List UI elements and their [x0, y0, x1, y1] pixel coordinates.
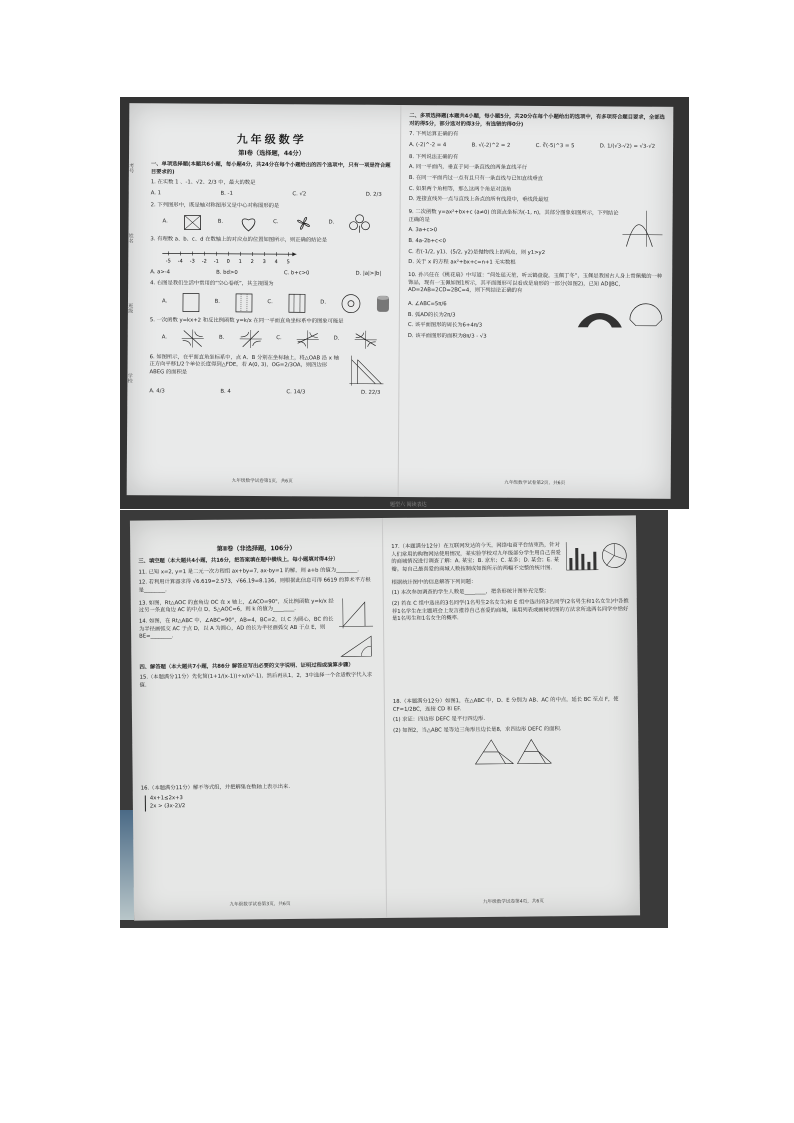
number-line-label: -5	[165, 258, 171, 265]
question-8: 8. 下列说法正确的有	[408, 153, 459, 161]
option: D. |a|>|b|	[355, 270, 382, 277]
page-footer: 九年级数学试卷第4页，共6页	[482, 899, 544, 906]
graph-a-icon	[181, 328, 205, 348]
option: B. 在同一平面内过一点有且只有一条直线与已知直线垂直	[408, 175, 544, 183]
option: D. 2/3	[365, 191, 382, 198]
question-3-options	[150, 269, 391, 278]
option: A.	[161, 334, 167, 341]
exam-sheet-bottom	[130, 515, 640, 920]
question-11: 11. 已知 x=2, y=1 是二元一次方程组 ax+by=7, ax-by=1 的解，则 a+b 的值为________.	[138, 566, 360, 576]
exam-sheet-top	[127, 103, 674, 499]
question-18-part-1: (1) 求证：四边形 DEFC 是平行四边形.	[392, 716, 486, 724]
jade-pendant-figures	[574, 299, 664, 334]
question-18: 18.（本题满分12分）如图1，在△ABC 中，D、E 分别为 AB、AC 的中点，延长 BC 至点 F，使 CF=1/2BC，连接 CD 和 EF.	[392, 696, 619, 713]
flower-figure-icon	[348, 214, 370, 234]
question-9-options	[408, 227, 620, 268]
option: B.	[217, 219, 224, 226]
question-17: 17.（本题满分12分）在互联网发达的今天，网络电商平台结束热，针对人们常用的购物网站使用情况，某实验学校对九年级部分学生用自己喜爱的商城情况进行调查了解：A. 某宝；B. 京东；C. 某多；D. 某会；E. 某瓣。每自己最喜爱的商城人数按制成如图所示的两幅不完整的统计图.	[391, 542, 561, 573]
option: C. 该平面图形的周长为6+4π/3	[407, 322, 483, 330]
option: C.	[273, 219, 279, 226]
question-4: 4. 右图是我们生活中常用的“空心卷纸”，其主视图为	[150, 280, 274, 288]
binding-margin-labels	[127, 163, 135, 443]
question-2-figures	[162, 213, 391, 235]
number-line-label: -3	[189, 258, 195, 265]
question-5: 5. 一次函数 y=kx+2 和反比例函数 y=k/x 在同一平面直角坐标系中的图象可能是	[149, 317, 344, 325]
option: C. ∛(-5)^3 = 5	[535, 142, 575, 150]
question-18-figures	[473, 737, 553, 768]
question-7: 7. 下列运算正确的有	[409, 131, 459, 138]
question-1: 1. 在实数 1 、-1、√2、2/3 中，最大的数是	[150, 179, 256, 187]
question-6: 6. 如图所示，在平面直角坐标系中，点 A、B 分别在坐标轴上，将△OAB 沿 x 轴正方向平移1/2个单位长度得到△FDE，若 A(0, 3)，OG=2/3OA，则四边形 ABEG 的面积是	[149, 353, 339, 376]
inequality-1: 4x+1≤2x+3	[149, 795, 183, 802]
graph-c-icon	[296, 329, 320, 349]
question-16: 16.（本题满分11分）解不等式组，并把解集在数轴上表示出来.	[140, 783, 291, 792]
part2-subtitle: 第Ⅱ卷（非选择题，106分）	[216, 544, 296, 553]
option: C.	[276, 334, 282, 341]
view-c-icon	[287, 292, 307, 314]
exam-page-2	[399, 105, 674, 499]
option: A. (-2)^-2 = 4	[409, 142, 447, 149]
option: C. √2	[292, 191, 307, 198]
option: A. 1	[150, 190, 162, 197]
section-single-choice: 一、单项选择题(本题共6小题，每小题4分，共24分在每个小题给出的四个选项中，只有一项是符合题目要求的)	[150, 161, 391, 176]
question-13: 13. 如图，Rt△AOC 的直角边 OC 在 x 轴上，∠ACO=90°，反比例函数 y=k/x 经过另一条直角边 AC 的中点 D，S△AOC=6，则 k 的值为________.	[138, 598, 334, 614]
number-line-label: 2	[250, 258, 254, 265]
question-12: 12. 若利用计算器求得 √6.619=2.573，√66.19=8.136，则根据此信息可得 6619 的算术平方根是________.	[138, 577, 371, 594]
option: C. 如果两个角相等，那么这两个角是对顶角	[408, 185, 512, 193]
option: A. 4/3	[149, 387, 165, 395]
question-10-options	[408, 298, 574, 345]
paper-roll-photo-icon	[375, 294, 391, 314]
page-footer: 九年级数学试卷第3页，共6页	[229, 902, 291, 908]
exam-page-1	[127, 103, 402, 497]
number-line-label: -4	[177, 258, 183, 265]
question-18-part-2: (2) 如图2，当△ABC 是等边三角形且边长是8，求四边形 DEFC 的面积.	[393, 726, 562, 734]
section-fill-blank: 三、填空题（本大题共4小题，共16分，把答案填在题中横线上，每小题填对得4分）	[138, 556, 339, 565]
number-line-label: 3	[262, 258, 266, 265]
section-multi-choice: 二、多项选择题(本题共4小题，每小题5分，共20分在每个小题给出的选项中，有多项符合题目要求，全部选对的得5分，部分选对的得3分，有选错的得0分)	[409, 113, 665, 128]
background-wallpaper	[120, 810, 134, 920]
exam-page-4	[383, 515, 640, 918]
option: C. b+c>0	[283, 269, 310, 276]
view-a-icon	[181, 291, 201, 313]
number-line-label: 1	[238, 258, 242, 265]
option: C. 若(-1/2, y1)、(5/2, y2)是抛物线上的两点，则 y1>y2	[408, 248, 546, 256]
option: D.	[333, 335, 340, 342]
option: B.	[214, 298, 221, 305]
number-line-label: -1	[213, 258, 219, 265]
heart-figure-icon	[237, 213, 259, 233]
option: C.	[267, 299, 273, 306]
question-17-part-1: (1) 本次参加调查的学生人数是________，把条形统计图补充完整；	[391, 588, 550, 597]
survey-charts	[564, 539, 628, 574]
question-17-intro: 根据统计图中的信息解答下列问题：	[391, 578, 477, 586]
option: D. 连接直线外一点与直线上各点的所有线段中，垂线段最短	[408, 196, 549, 204]
margin-label-class: 班级	[127, 303, 134, 314]
exam-photo-bottom	[120, 510, 668, 928]
question-5-graphs	[162, 328, 391, 350]
option: D. 该平面图形的面积为8π/3 - √3	[407, 333, 487, 340]
question-10: 10. 孙兴任在《桃花扇》中写道：“何处瑶天笙，听云鹤盘旋，玉佩丁冬”，玉佩是我国古人身上常佩戴的一种饰品，现有一玉佩如图1所示，其平面图形可以看成是扇形的一部分(如图2)，已知 AD∥BC，AD=2AB=2CD=2BC=4，则下列结论正确的有	[408, 272, 663, 295]
margin-label-school: 学校	[126, 373, 133, 384]
pinwheel-figure-icon	[292, 214, 314, 234]
option: A. a>-4	[150, 268, 171, 276]
number-line-label: 5	[286, 259, 290, 265]
question-4-figures	[162, 291, 391, 315]
page-footer: 九年级数学试卷第2页，共6页	[504, 481, 566, 487]
option: B. √(-2)^2 = 2	[471, 142, 511, 149]
option: D. 1/(√3-√2) = √3-√2	[599, 143, 656, 150]
question-7-options	[409, 142, 665, 151]
option: D. 22/3	[360, 389, 381, 396]
option: B. -1	[220, 190, 233, 197]
question-17-part-2: (2) 若在 C 组中选出的3名同学(1名男生2名女生)和 E 组中选出的3名同学(2名男生和1名女生)中各推荐1名学生在主题班会上发言推荐自己喜爱的商城，请用列表或画树状图的方法求所选两名同学中恰好是1名男生和1名女生的概率.	[391, 598, 629, 623]
question-3: 3. 有理数 a、b、c、d 在数轴上的对应点的位置如图所示，则正确的结论是	[150, 236, 328, 244]
option: D.	[328, 219, 335, 226]
question-6-options	[149, 388, 390, 397]
option: A. 3a+c>0	[408, 227, 438, 234]
inequality-system	[145, 793, 377, 811]
square-figure-icon	[182, 213, 204, 233]
question-13-14-figures	[335, 596, 376, 660]
page-footer: 九年级数学试卷第1页，共6页	[231, 479, 293, 485]
number-line-figure	[160, 247, 391, 268]
question-6-figure	[345, 353, 385, 387]
number-line-label: -2	[201, 258, 207, 265]
graph-d-icon	[353, 329, 377, 349]
option: D. 关于 x 的方程 ax²+bx+c=n+1 无实数根	[408, 259, 516, 267]
option: B. 4	[220, 388, 231, 395]
question-2: 2. 下列图形中，既是轴对称图形又是中心对称图形的是	[150, 201, 280, 209]
question-15: 15.（本题满分11分）先化简(1+1/(x-1))÷x/(x²-1)，然后再从1，2，3中选择一个合适数字代入求值.	[139, 672, 373, 689]
number-line-label: 4	[274, 259, 278, 265]
question-8-options	[409, 164, 665, 205]
section-solutions: 四、解答题（本大题共7小题，共86分 解答应写出必要的文字说明、证明过程或演算步骤）	[139, 661, 354, 671]
graph-b-icon	[238, 329, 262, 349]
inequality-2: 2x > (3x-2)/2	[149, 803, 186, 810]
number-line-svg	[160, 247, 300, 264]
parabola-figure	[620, 209, 664, 249]
question-14: 14. 如图，在 Rt△ABC 中，∠ABC=90°，AB=4，BC=2，以 C 为圆心，BC 的长为半径画弧交 AC 于点 D，以 A 为圆心，AD 的长为半径画弧交 AB 于点 E，则 BE=________.	[138, 616, 334, 640]
view-d-icon	[340, 293, 362, 315]
exam-title: 九年级数学	[236, 132, 307, 147]
option: D.	[320, 299, 327, 306]
question-1-options	[151, 190, 392, 199]
option: C. 14/3	[286, 388, 306, 395]
option: B. bd>0	[216, 269, 238, 276]
part1-subtitle: 第Ⅰ卷（选择题，44分）	[238, 149, 305, 158]
option: A. ∠ABC=5π/6	[407, 301, 447, 308]
option: B. 弧AD的长为2π/3	[407, 311, 456, 319]
number-line-label: 0	[226, 258, 230, 265]
option: A.	[161, 298, 168, 305]
screen-caption: 题型六 阅读表达	[390, 502, 427, 508]
option: A.	[162, 218, 168, 225]
view-b-icon	[234, 292, 254, 314]
option: B. 4a-2b+c<0	[408, 238, 446, 245]
option: A. 同一平面内，垂直于同一条直线的两条直线平行	[408, 164, 528, 172]
margin-label-exam-number: 考号	[128, 163, 135, 174]
margin-label-name: 姓名	[127, 233, 134, 244]
question-9: 9. 二次函数 y=ax²+bx+c (a≠0) 的顶点坐标为(-1, n)，其部分图象如图所示，下列结论正确的是	[408, 209, 619, 223]
exam-page-3	[130, 518, 387, 921]
option: B.	[218, 334, 225, 341]
exam-photo-top	[120, 97, 689, 509]
